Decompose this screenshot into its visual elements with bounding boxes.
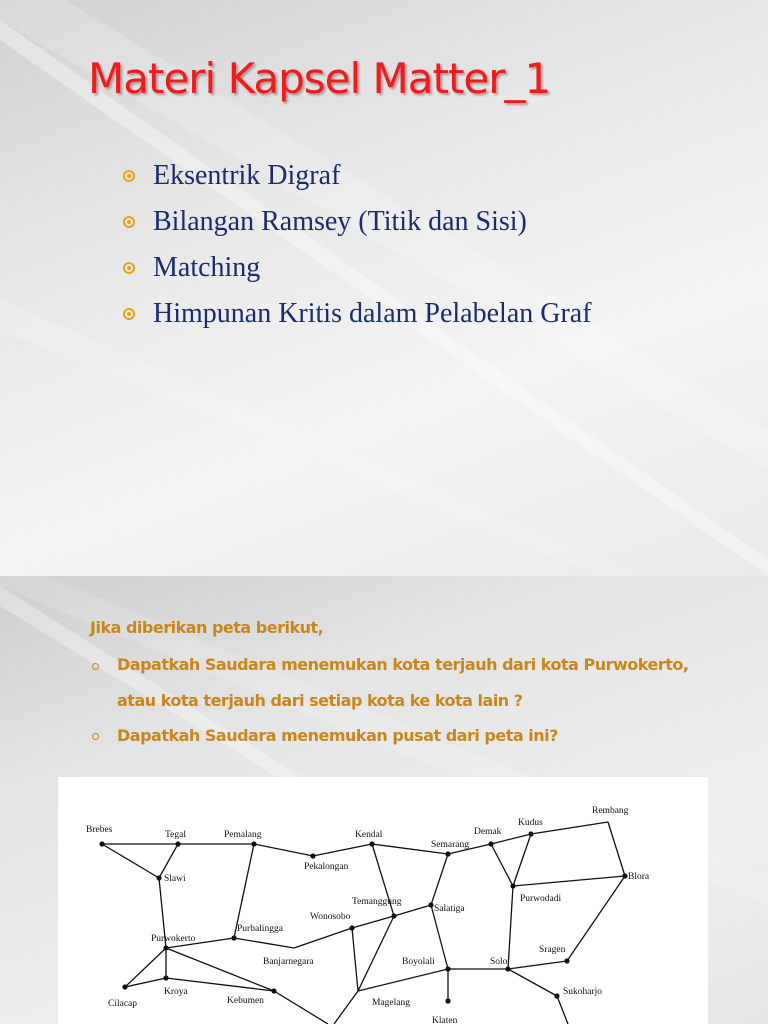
label-brebes: Brebes	[86, 825, 113, 835]
edge-sukoharjo-south	[557, 996, 568, 1024]
edge-wonosobo-temanggung	[352, 916, 394, 928]
node-temanggung	[391, 913, 396, 918]
question-1-line-1: Dapatkah Saudara menemukan kota terjauh dari kota Purwokerto,	[117, 655, 689, 674]
node-kendal	[369, 841, 374, 846]
edge-blora-sragen	[567, 876, 625, 961]
road-map-graph	[58, 777, 708, 1024]
label-wonosobo: Wonosobo	[310, 912, 351, 922]
topic-item	[120, 160, 592, 206]
node-pekalongan	[310, 853, 315, 858]
map-labels	[86, 806, 650, 1024]
edge-rembang-blora	[608, 822, 625, 876]
node-kroya	[163, 975, 168, 980]
slide-title: Materi Kapsel Matter_1	[88, 54, 551, 103]
label-blora: Blora	[628, 872, 650, 882]
node-cilacap	[122, 984, 127, 989]
label-solo: Solo	[490, 957, 508, 967]
label-tegal: Tegal	[165, 830, 186, 840]
node-kebumen	[271, 988, 276, 993]
node-purwokerto	[163, 945, 168, 950]
topic-item	[120, 206, 592, 252]
edge-semarang-salatiga	[431, 854, 448, 905]
topic-label: Bilangan Ramsey (Titik dan Sisi)	[153, 206, 527, 237]
label-klaten: Klaten	[432, 1016, 458, 1024]
edge-wonosobo-magelang	[352, 928, 358, 991]
label-pekalongan: Pekalongan	[304, 862, 349, 872]
circle-bullet-icon	[123, 262, 135, 274]
edge-pekalongan-kendal	[313, 844, 372, 856]
edge-tegal-slawi	[159, 844, 178, 878]
node-tegal	[175, 841, 180, 846]
circle-bullet-icon	[123, 170, 135, 182]
label-kebumen: Kebumen	[227, 996, 264, 1006]
edge-purwokerto-cilacap	[125, 948, 166, 987]
label-kudus: Kudus	[518, 818, 543, 828]
topic-label: Himpunan Kritis dalam Pelabelan Graf	[153, 298, 592, 329]
label-purbalingga: Purbalingga	[237, 924, 283, 934]
label-sukoharjo: Sukoharjo	[563, 987, 603, 997]
circle-bullet-icon	[92, 733, 99, 740]
label-slawi: Slawi	[164, 874, 186, 884]
node-demak	[488, 841, 493, 846]
road-map	[58, 777, 708, 1024]
topic-label: Eksentrik Digraf	[153, 160, 341, 191]
edge-purwodadi-demak	[491, 844, 513, 886]
label-demak: Demak	[474, 827, 502, 837]
node-purbalingga	[231, 935, 236, 940]
edge-kebumen-south	[274, 991, 328, 1024]
node-sragen	[564, 958, 569, 963]
question-1-line-2: atau kota terjauh dari setiap kota ke kota lain ?	[117, 691, 523, 710]
node-brebes	[99, 841, 104, 846]
edge-brebes-slawi	[102, 844, 159, 878]
circle-bullet-icon	[92, 663, 99, 670]
question-2: Dapatkah Saudara menemukan pusat dari peta ini?	[117, 726, 558, 745]
topic-list	[120, 160, 592, 344]
edge-pemalang-pekalongan	[254, 844, 313, 856]
label-boyolali: Boyolali	[402, 957, 435, 967]
label-kroya: Kroya	[164, 987, 188, 997]
topic-item	[120, 252, 592, 298]
label-magelang: Magelang	[372, 998, 410, 1008]
edge-purwodadi-kudus	[513, 834, 531, 886]
topic-item	[120, 298, 592, 344]
label-sragen: Sragen	[539, 945, 566, 955]
label-purwokerto: Purwokerto	[151, 934, 196, 944]
node-boyolali	[445, 966, 450, 971]
question-intro: Jika diberikan peta berikut,	[90, 618, 324, 637]
circle-bullet-icon	[123, 216, 135, 228]
map-nodes	[99, 831, 627, 1003]
edge-temanggung-magelang	[358, 916, 394, 991]
edge-banjarnegara-wonosobo	[294, 928, 352, 948]
label-salatiga: Salatiga	[434, 904, 465, 914]
label-rembang: Rembang	[592, 806, 629, 816]
label-kendal: Kendal	[355, 830, 383, 840]
node-purwodadi	[510, 883, 515, 888]
node-semarang	[445, 851, 450, 856]
edge-magelang-south	[334, 991, 358, 1024]
edge-magelang-boyolali	[358, 969, 448, 991]
node-salatiga	[428, 902, 433, 907]
label-pemalang: Pemalang	[224, 830, 262, 840]
node-sukoharjo	[554, 993, 559, 998]
node-kudus	[528, 831, 533, 836]
label-purwodadi: Purwodadi	[520, 894, 562, 904]
node-pemalang	[251, 841, 256, 846]
circle-bullet-icon	[123, 308, 135, 320]
label-temanggung: Temanggung	[352, 897, 402, 907]
label-banjarnegara: Banjarnegara	[263, 957, 314, 967]
edge-blora-purwodadi	[513, 876, 625, 886]
edge-purbalingga-banjarnegara	[234, 938, 294, 948]
node-slawi	[156, 875, 161, 880]
node-klaten	[445, 998, 450, 1003]
slide-2	[0, 576, 768, 1024]
edge-solo-sukoharjo	[508, 969, 557, 996]
label-semarang: Semarang	[431, 840, 469, 850]
node-blora	[622, 873, 627, 878]
node-wonosobo	[349, 925, 354, 930]
label-cilacap: Cilacap	[108, 999, 138, 1009]
edge-cilacap-kroya	[125, 978, 166, 987]
edge-purwodadi-solo	[508, 886, 513, 969]
node-solo	[505, 966, 510, 971]
edge-sragen-solo	[508, 961, 567, 969]
topic-label: Matching	[153, 252, 261, 283]
